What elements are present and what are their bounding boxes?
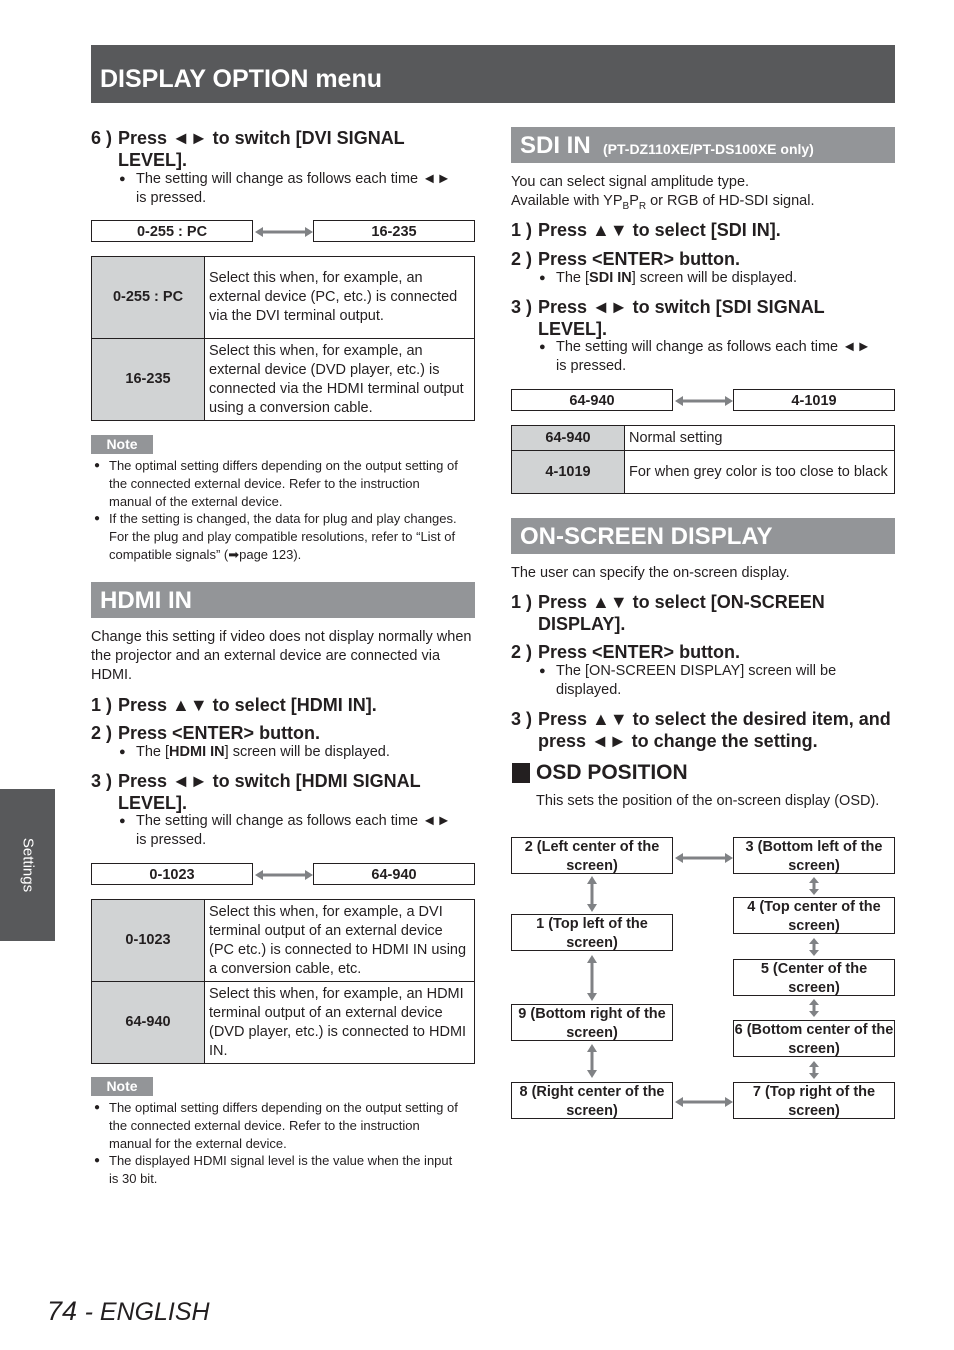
step-2 — [511, 641, 895, 663]
intro-line: Available with $YP_BP_R$ or RGB of HD-SDI signal. — [511, 193, 815, 212]
osd-box: 4 (Top center of the screen) — [733, 897, 895, 934]
step-text: Press ▲▼ to select [ON-SCREEN DISPLAY]. — [538, 592, 825, 634]
side-tab — [0, 789, 55, 941]
step-1 — [91, 694, 475, 716]
step-text: Press <ENTER> button. — [538, 642, 741, 662]
step-text: Press ▲▼ to select [HDMI IN]. — [118, 695, 377, 715]
section-header-hdmi — [91, 582, 475, 618]
osd-box: 1 (Top left of the screen) — [511, 914, 673, 951]
osd-box: 6 (Bottom center of the screen) — [734, 1022, 894, 1057]
footer-language: - ENGLISH — [84, 1298, 210, 1326]
bullet-text: The setting will change as follows each time ◄► is pressed. — [556, 339, 871, 374]
bullet — [119, 743, 469, 762]
step-number: 1 ) — [511, 592, 533, 612]
bullet-text: The [HDMI IN] screen will be displayed. — [136, 744, 390, 760]
bullet — [539, 338, 884, 376]
note-item — [94, 1099, 464, 1153]
double-arrow-icon — [675, 851, 733, 865]
sdi-level-table — [511, 425, 895, 494]
step-number: 3 ) — [511, 297, 533, 317]
double-arrow-icon — [255, 225, 313, 239]
note-text: If the setting is changed, the data for plug and play changes. For the plug and play compatible resolutions, refer to “List of compatible signals” (➡page 123). — [109, 511, 457, 562]
vertical-arrow-icon — [807, 938, 821, 956]
table-key: 16-235 — [92, 339, 205, 421]
table-desc: Select this when, for example, an external device (DVD player, etc.) is connected via the HDMI terminal output using a conversion cable. — [205, 339, 475, 421]
page-number: 74 — [47, 1296, 78, 1326]
table-row — [92, 982, 475, 1064]
osd-box: 7 (Top right of the screen) — [733, 1082, 895, 1119]
step-number: 2 ) — [511, 249, 533, 269]
vertical-arrow-icon — [807, 1061, 821, 1079]
double-arrow-icon — [675, 394, 733, 408]
step-number: 1 ) — [91, 695, 113, 715]
bullet-icon: ● — [539, 341, 546, 353]
section-title: ON-SCREEN DISPLAY — [520, 523, 773, 550]
section-title: HDMI IN — [100, 587, 192, 614]
step-text: Press <ENTER> button. — [538, 249, 741, 269]
bullet-icon: ● — [539, 272, 546, 284]
bullet-text: The setting will change as follows each time ◄► is pressed. — [136, 813, 451, 848]
step-2 — [91, 722, 475, 744]
table-desc: Select this when, for example, an HDMI terminal output of an external device (DVD player, etc.) is connected to HDMI IN. — [205, 982, 475, 1064]
bullet-text: The [ON-SCREEN DISPLAY] screen will be displayed. — [556, 663, 837, 698]
hdmi-level-table — [91, 899, 475, 1064]
step-number: 2 ) — [91, 723, 113, 743]
bullet-icon: ● — [94, 1102, 101, 1113]
vertical-arrow-icon — [585, 955, 599, 1001]
double-arrow-icon — [675, 1095, 733, 1109]
square-bullet-icon — [512, 763, 530, 783]
step-6 — [91, 127, 475, 171]
step-3 — [91, 770, 475, 814]
step-number: 2 ) — [511, 642, 533, 662]
step-number: 3 ) — [511, 709, 533, 729]
table-row — [92, 339, 475, 421]
vertical-arrow-icon — [585, 1044, 599, 1078]
table-row — [512, 451, 895, 494]
osd-box: 5 (Center of the screen) — [733, 959, 895, 996]
osd-intro: The user can specify the on-screen display. — [511, 565, 790, 581]
step-number: 6 ) — [91, 128, 113, 148]
bullet-icon: ● — [539, 665, 546, 677]
osd-position-title: OSD POSITION — [536, 761, 688, 784]
side-tab-label: Settings — [19, 837, 36, 893]
step-text: Press ▲▼ to select the desired item, and press ◄► to change the setting. — [538, 709, 891, 751]
section-subtitle: (PT-DZ110XE/PT-DS100XE only) — [603, 141, 814, 157]
step-text: Press <ENTER> button. — [118, 723, 321, 743]
level-box: 16-235 — [313, 220, 475, 242]
level-box: 4-1019 — [733, 389, 895, 411]
bullet-text: The setting will change as follows each time ◄► is pressed. — [136, 171, 451, 206]
note-item — [94, 510, 464, 564]
section-header-sdi — [511, 127, 895, 163]
table-desc: Select this when, for example, a DVI terminal output of an external device (PC etc.) is connected to HDMI IN using a conversion cable, etc. — [205, 900, 475, 982]
note-item — [94, 1152, 464, 1188]
menu-banner — [91, 45, 895, 103]
table-desc: For when grey color is too close to black — [625, 451, 895, 494]
note-text: The optimal setting differs depending on the output setting of the connected external device. Refer to the instruction manual for the external device. — [109, 1100, 458, 1151]
hdmi-intro: Change this setting if video does not display normally when the projector and an external device are connected via HDMI. — [91, 629, 472, 683]
double-arrow-icon — [255, 868, 313, 882]
osd-box: 2 (Left center of the screen) — [511, 837, 673, 874]
table-key: 0-1023 — [92, 900, 205, 982]
level-box: 64-940 — [313, 863, 475, 885]
step-text: Press ◄► to switch [SDI SIGNAL LEVEL]. — [538, 297, 825, 339]
osd-box: 9 (Bottom right of the screen) — [511, 1004, 673, 1041]
step-1 — [511, 219, 895, 241]
table-row — [92, 900, 475, 982]
section-title: SDI IN — [520, 132, 591, 159]
table-row — [512, 426, 895, 451]
bullet-icon: ● — [119, 173, 126, 185]
bullet — [119, 170, 464, 208]
osd-position-desc: This sets the position of the on-screen display (OSD). — [536, 793, 880, 809]
step-number: 1 ) — [511, 220, 533, 240]
vertical-arrow-icon — [807, 999, 821, 1017]
table-key: 4-1019 — [512, 451, 625, 494]
bullet-text: The [SDI IN] screen will be displayed. — [556, 270, 797, 286]
bullet — [119, 812, 464, 850]
bullet-icon: ● — [94, 1155, 101, 1166]
osd-box: 8 (Right center of the screen) — [511, 1082, 673, 1119]
level-box: 64-940 — [511, 389, 673, 411]
note-text: The optimal setting differs depending on the output setting of the connected external device. Refer to the instruction manual of the external device. — [109, 458, 458, 509]
table-desc: Select this when, for example, an external device (PC, etc.) is connected via the DVI terminal output. — [205, 257, 475, 339]
level-box: 0-255 : PC — [91, 220, 253, 242]
intro-line: You can select signal amplitude type. — [511, 174, 750, 190]
menu-title: DISPLAY OPTION menu — [100, 65, 383, 93]
bullet-icon: ● — [94, 460, 101, 471]
table-desc: Normal setting — [625, 426, 895, 451]
vertical-arrow-icon — [585, 876, 599, 912]
bullet — [539, 662, 884, 700]
note-label: Note — [91, 435, 153, 454]
vertical-arrow-icon — [807, 877, 821, 895]
step-3 — [511, 708, 895, 752]
bullet — [539, 269, 889, 288]
table-key: 64-940 — [92, 982, 205, 1064]
table-key: 64-940 — [512, 426, 625, 451]
note-item — [94, 457, 464, 511]
bullet-icon: ● — [119, 746, 126, 758]
note-text: The displayed HDMI signal level is the value when the input is 30 bit. — [109, 1153, 453, 1186]
step-text: Press ▲▼ to select [SDI IN]. — [538, 220, 781, 240]
table-row — [92, 257, 475, 339]
page-footer — [47, 1296, 210, 1327]
osd-box: 3 (Bottom left of the screen) — [733, 837, 895, 874]
level-box: 0-1023 — [91, 863, 253, 885]
step-1 — [511, 591, 895, 635]
bullet-icon: ● — [119, 815, 126, 827]
bullet-icon: ● — [94, 513, 101, 524]
note-label: Note — [91, 1077, 153, 1096]
table-key: 0-255 : PC — [92, 257, 205, 339]
sdi-intro — [511, 173, 895, 216]
section-header-osd — [511, 518, 895, 554]
step-text: Press ◄► to switch [DVI SIGNAL LEVEL]. — [118, 128, 405, 170]
step-2 — [511, 248, 895, 270]
step-3 — [511, 296, 895, 340]
step-text: Press ◄► to switch [HDMI SIGNAL LEVEL]. — [118, 771, 421, 813]
step-number: 3 ) — [91, 771, 113, 791]
dvi-level-table — [91, 256, 475, 421]
